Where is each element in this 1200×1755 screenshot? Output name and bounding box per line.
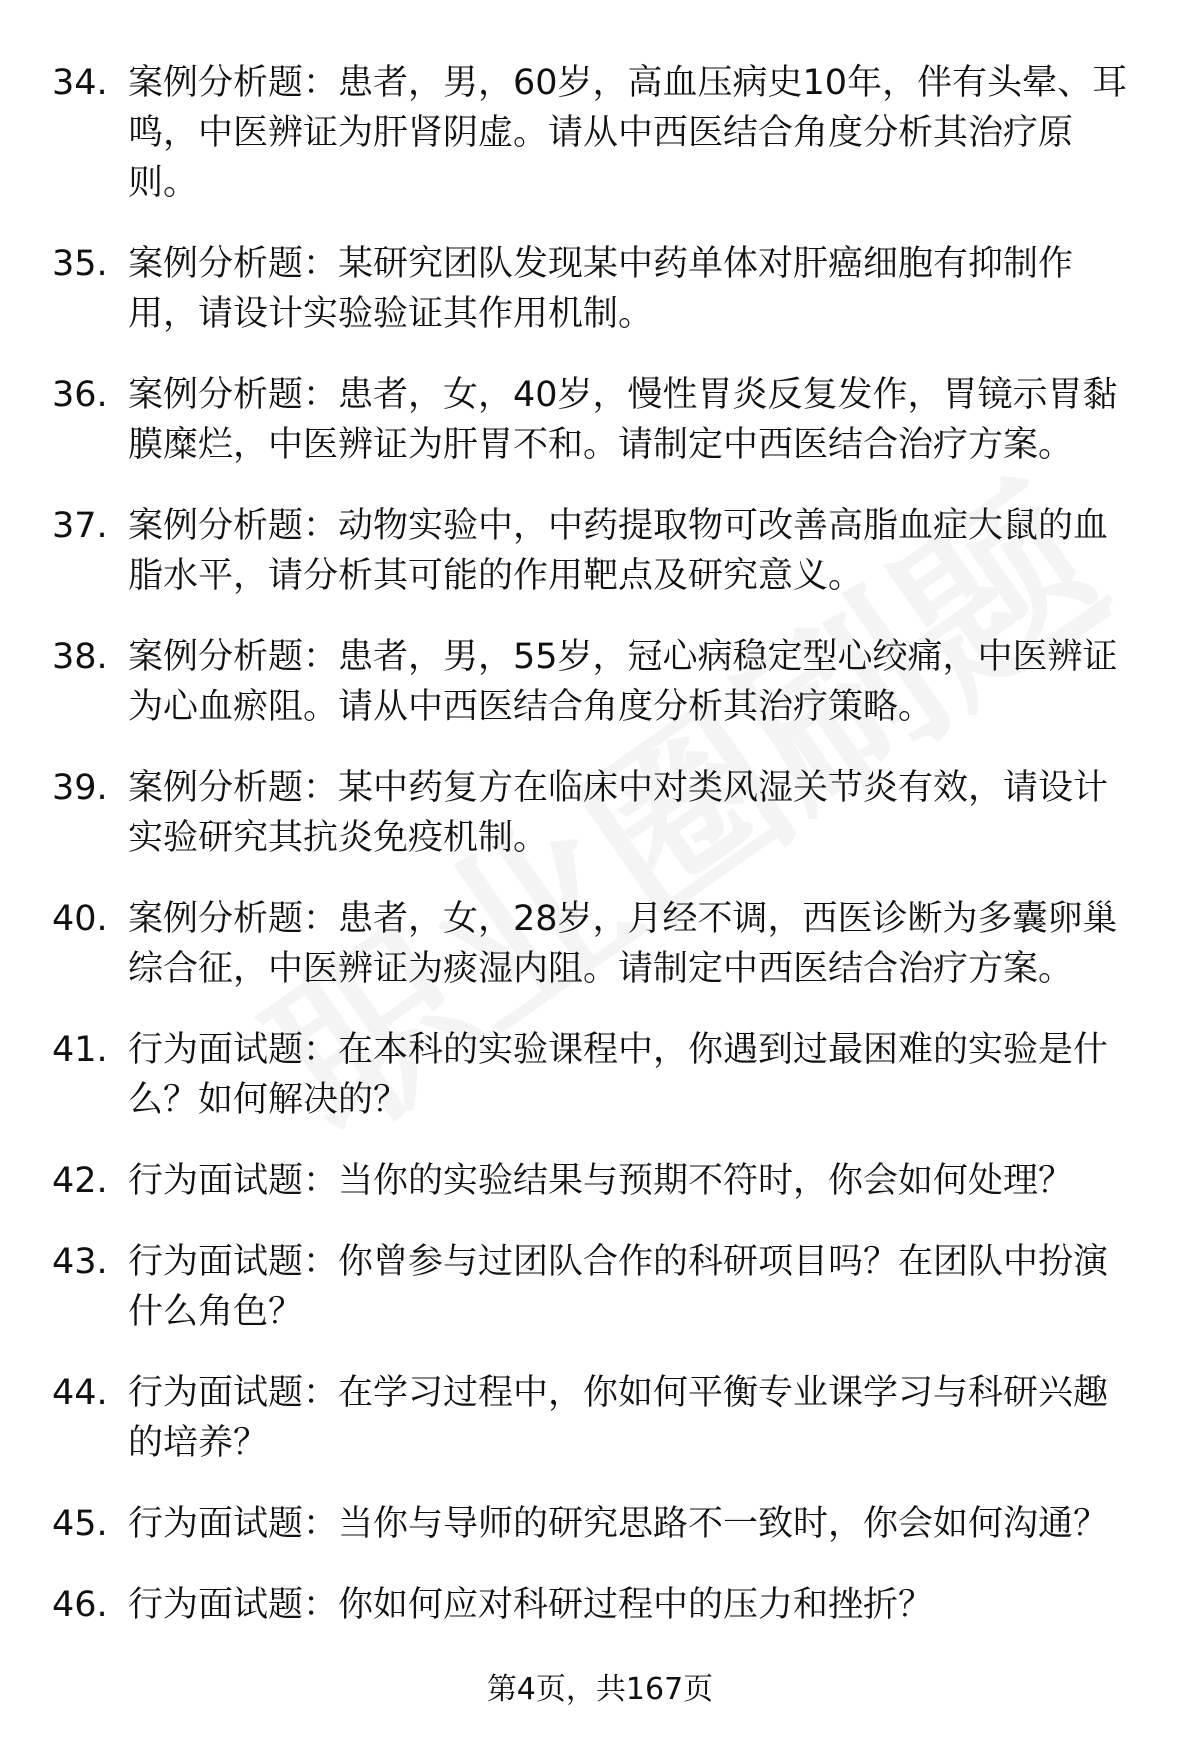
question-item <box>52 763 1152 863</box>
question-item <box>52 1499 1152 1549</box>
question-list <box>52 58 1152 1661</box>
question-text: 行为面试题：在本科的实验课程中，你遇到过最困难的实验是什么？如何解决的？ <box>128 1030 1109 1120</box>
question-number: 46. <box>52 1585 108 1625</box>
question-text: 案例分析题：患者，男，60岁，高血压病史10年，伴有头晕、耳鸣，中医辨证为肝肾阴虚。请从中西医结合角度分析其治疗原则。 <box>128 63 1128 203</box>
question-number: 38. <box>52 637 108 677</box>
question-item <box>52 1025 1152 1125</box>
question-text: 案例分析题：患者，女，40岁，慢性胃炎反复发作，胃镜示胃黏膜糜烂，中医辨证为肝胃不和。请制定中西医结合治疗方案。 <box>128 375 1118 465</box>
question-text: 行为面试题：在学习过程中，你如何平衡专业课学习与科研兴趣的培养？ <box>128 1373 1109 1463</box>
question-item <box>52 239 1152 339</box>
question-number: 43. <box>52 1242 108 1282</box>
question-text: 案例分析题：动物实验中，中药提取物可改善高脂血症大鼠的血脂水平，请分析其可能的作用靶点及研究意义。 <box>128 506 1109 596</box>
question-text: 行为面试题：你如何应对科研过程中的压力和挫折？ <box>128 1585 934 1625</box>
question-item <box>52 1156 1152 1206</box>
question-item <box>52 894 1152 994</box>
question-number: 35. <box>52 244 108 284</box>
question-number: 45. <box>52 1504 108 1544</box>
question-number: 44. <box>52 1373 108 1413</box>
question-text: 案例分析题：某中药复方在临床中对类风湿关节炎有效，请设计实验研究其抗炎免疫机制。 <box>128 768 1109 858</box>
question-number: 34. <box>52 63 108 103</box>
question-item <box>52 58 1152 208</box>
question-item <box>52 370 1152 470</box>
question-item <box>52 501 1152 601</box>
question-text: 案例分析题：某研究团队发现某中药单体对肝癌细胞有抑制作用，请设计实验验证其作用机制。 <box>128 244 1074 334</box>
question-item <box>52 1237 1152 1337</box>
question-number: 36. <box>52 375 108 415</box>
question-text: 行为面试题：你曾参与过团队合作的科研项目吗？在团队中扮演什么角色？ <box>128 1242 1109 1332</box>
question-number: 37. <box>52 506 108 546</box>
question-text: 案例分析题：患者，男，55岁，冠心病稳定型心绞痛，中医辨证为心血瘀阻。请从中西医结合角度分析其治疗策略。 <box>128 637 1118 727</box>
question-text: 行为面试题：当你的实验结果与预期不符时，你会如何处理？ <box>128 1161 1074 1201</box>
question-item <box>52 1368 1152 1468</box>
question-text: 行为面试题：当你与导师的研究思路不一致时，你会如何沟通？ <box>128 1504 1109 1544</box>
page-footer: 第4页，共167页 <box>486 1672 714 1707</box>
question-number: 40. <box>52 899 108 939</box>
question-item <box>52 632 1152 732</box>
question-item <box>52 1580 1152 1630</box>
question-number: 39. <box>52 768 108 808</box>
question-number: 41. <box>52 1030 108 1070</box>
question-number: 42. <box>52 1161 108 1201</box>
question-text: 案例分析题：患者，女，28岁，月经不调，西医诊断为多囊卵巢综合征，中医辨证为痰湿内阻。请制定中西医结合治疗方案。 <box>128 899 1118 989</box>
